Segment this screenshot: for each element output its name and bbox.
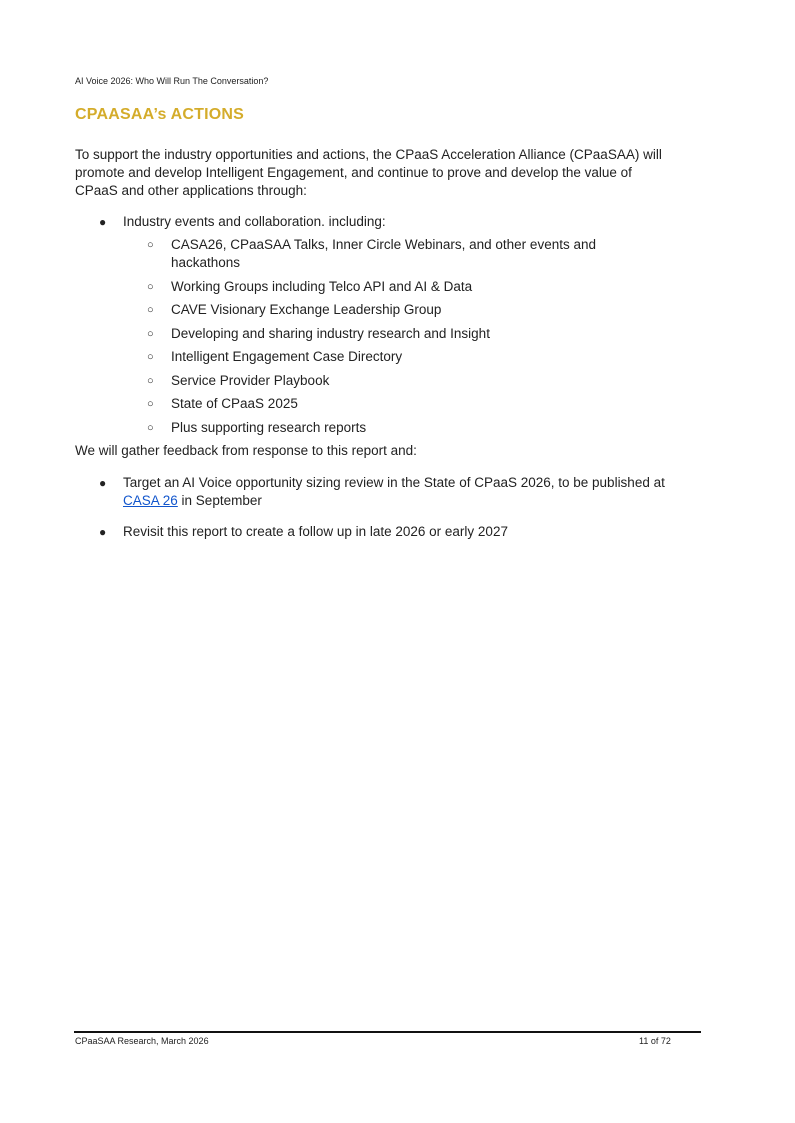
sub-list-item: [123, 372, 795, 390]
sub-list-item-text: Working Groups including Telco API and AI & Data: [171, 278, 473, 294]
actions-list: [0, 213, 795, 442]
list-item: [0, 474, 795, 510]
list-item: [0, 523, 795, 541]
hollow-bullet-icon: ○: [147, 327, 154, 340]
footer-source: CPaaSAA Research, March 2026: [75, 1036, 209, 1046]
feedback-list: [0, 474, 795, 541]
sub-list-item: [123, 348, 795, 366]
hollow-bullet-icon: ○: [147, 374, 154, 387]
list-item-text-part: in September: [177, 493, 262, 508]
hollow-bullet-icon: ○: [147, 421, 154, 434]
page-number: 11 of 72: [639, 1036, 671, 1046]
section-intro: To support the industry opportunities and actions, the CPaaS Acceleration Alliance (CPaaSAA) will promote and develop Intelligent Engagement, and continue to prove and develop the value of CPaaS and other applications through:: [75, 147, 662, 198]
hollow-bullet-icon: ○: [147, 398, 154, 410]
hollow-bullet-icon: ○: [147, 304, 154, 316]
sub-list-item-text: Developing and sharing industry research and Insight: [171, 325, 490, 341]
list-item-text-part: Target an AI Voice opportunity sizing review in the State of CPaaS 2026, to be published at: [123, 475, 665, 490]
sub-list-item-text: CAVE Visionary Exchange Leadership Group: [171, 302, 442, 317]
sub-list-item-text: Service Provider Playbook: [171, 372, 330, 388]
list-item-text: Industry events and collaboration. including:: [123, 214, 386, 229]
footer-divider: [74, 1031, 701, 1033]
sub-list-item: [123, 236, 795, 272]
bullet-icon: ●: [99, 215, 107, 229]
casa26-link[interactable]: CASA 26: [123, 493, 178, 508]
sub-list-item: [123, 325, 795, 343]
sub-list-item: [123, 395, 795, 413]
sub-list-item-text: Plus supporting research reports: [171, 419, 367, 435]
list-item-text: [123, 474, 683, 510]
sub-list-item: [123, 419, 795, 437]
sub-list-item: [123, 301, 795, 319]
list-item-text: Revisit this report to create a follow up in late 2026 or early 2027: [123, 524, 508, 539]
hollow-bullet-icon: ○: [147, 351, 154, 363]
sub-list-item-text: Intelligent Engagement Case Directory: [171, 349, 403, 364]
hollow-bullet-icon: ○: [147, 239, 154, 251]
running-header: AI Voice 2026: Who Will Run The Conversation?: [75, 76, 269, 86]
actions-sub-list: [123, 236, 795, 437]
section-title: CPAASAA’s ACTIONS: [75, 106, 245, 123]
bullet-icon: ●: [99, 476, 107, 490]
feedback-intro: We will gather feedback from response to this report and:: [75, 443, 417, 458]
sub-list-item: [123, 278, 795, 296]
sub-list-item-text: CASA26, CPaaSAA Talks, Inner Circle Webinars, and other events and hackathons: [171, 237, 596, 270]
list-item: [0, 213, 795, 437]
hollow-bullet-icon: ○: [147, 280, 154, 293]
sub-list-item-text: State of CPaaS 2025: [171, 396, 298, 411]
bullet-icon: ●: [99, 525, 107, 539]
